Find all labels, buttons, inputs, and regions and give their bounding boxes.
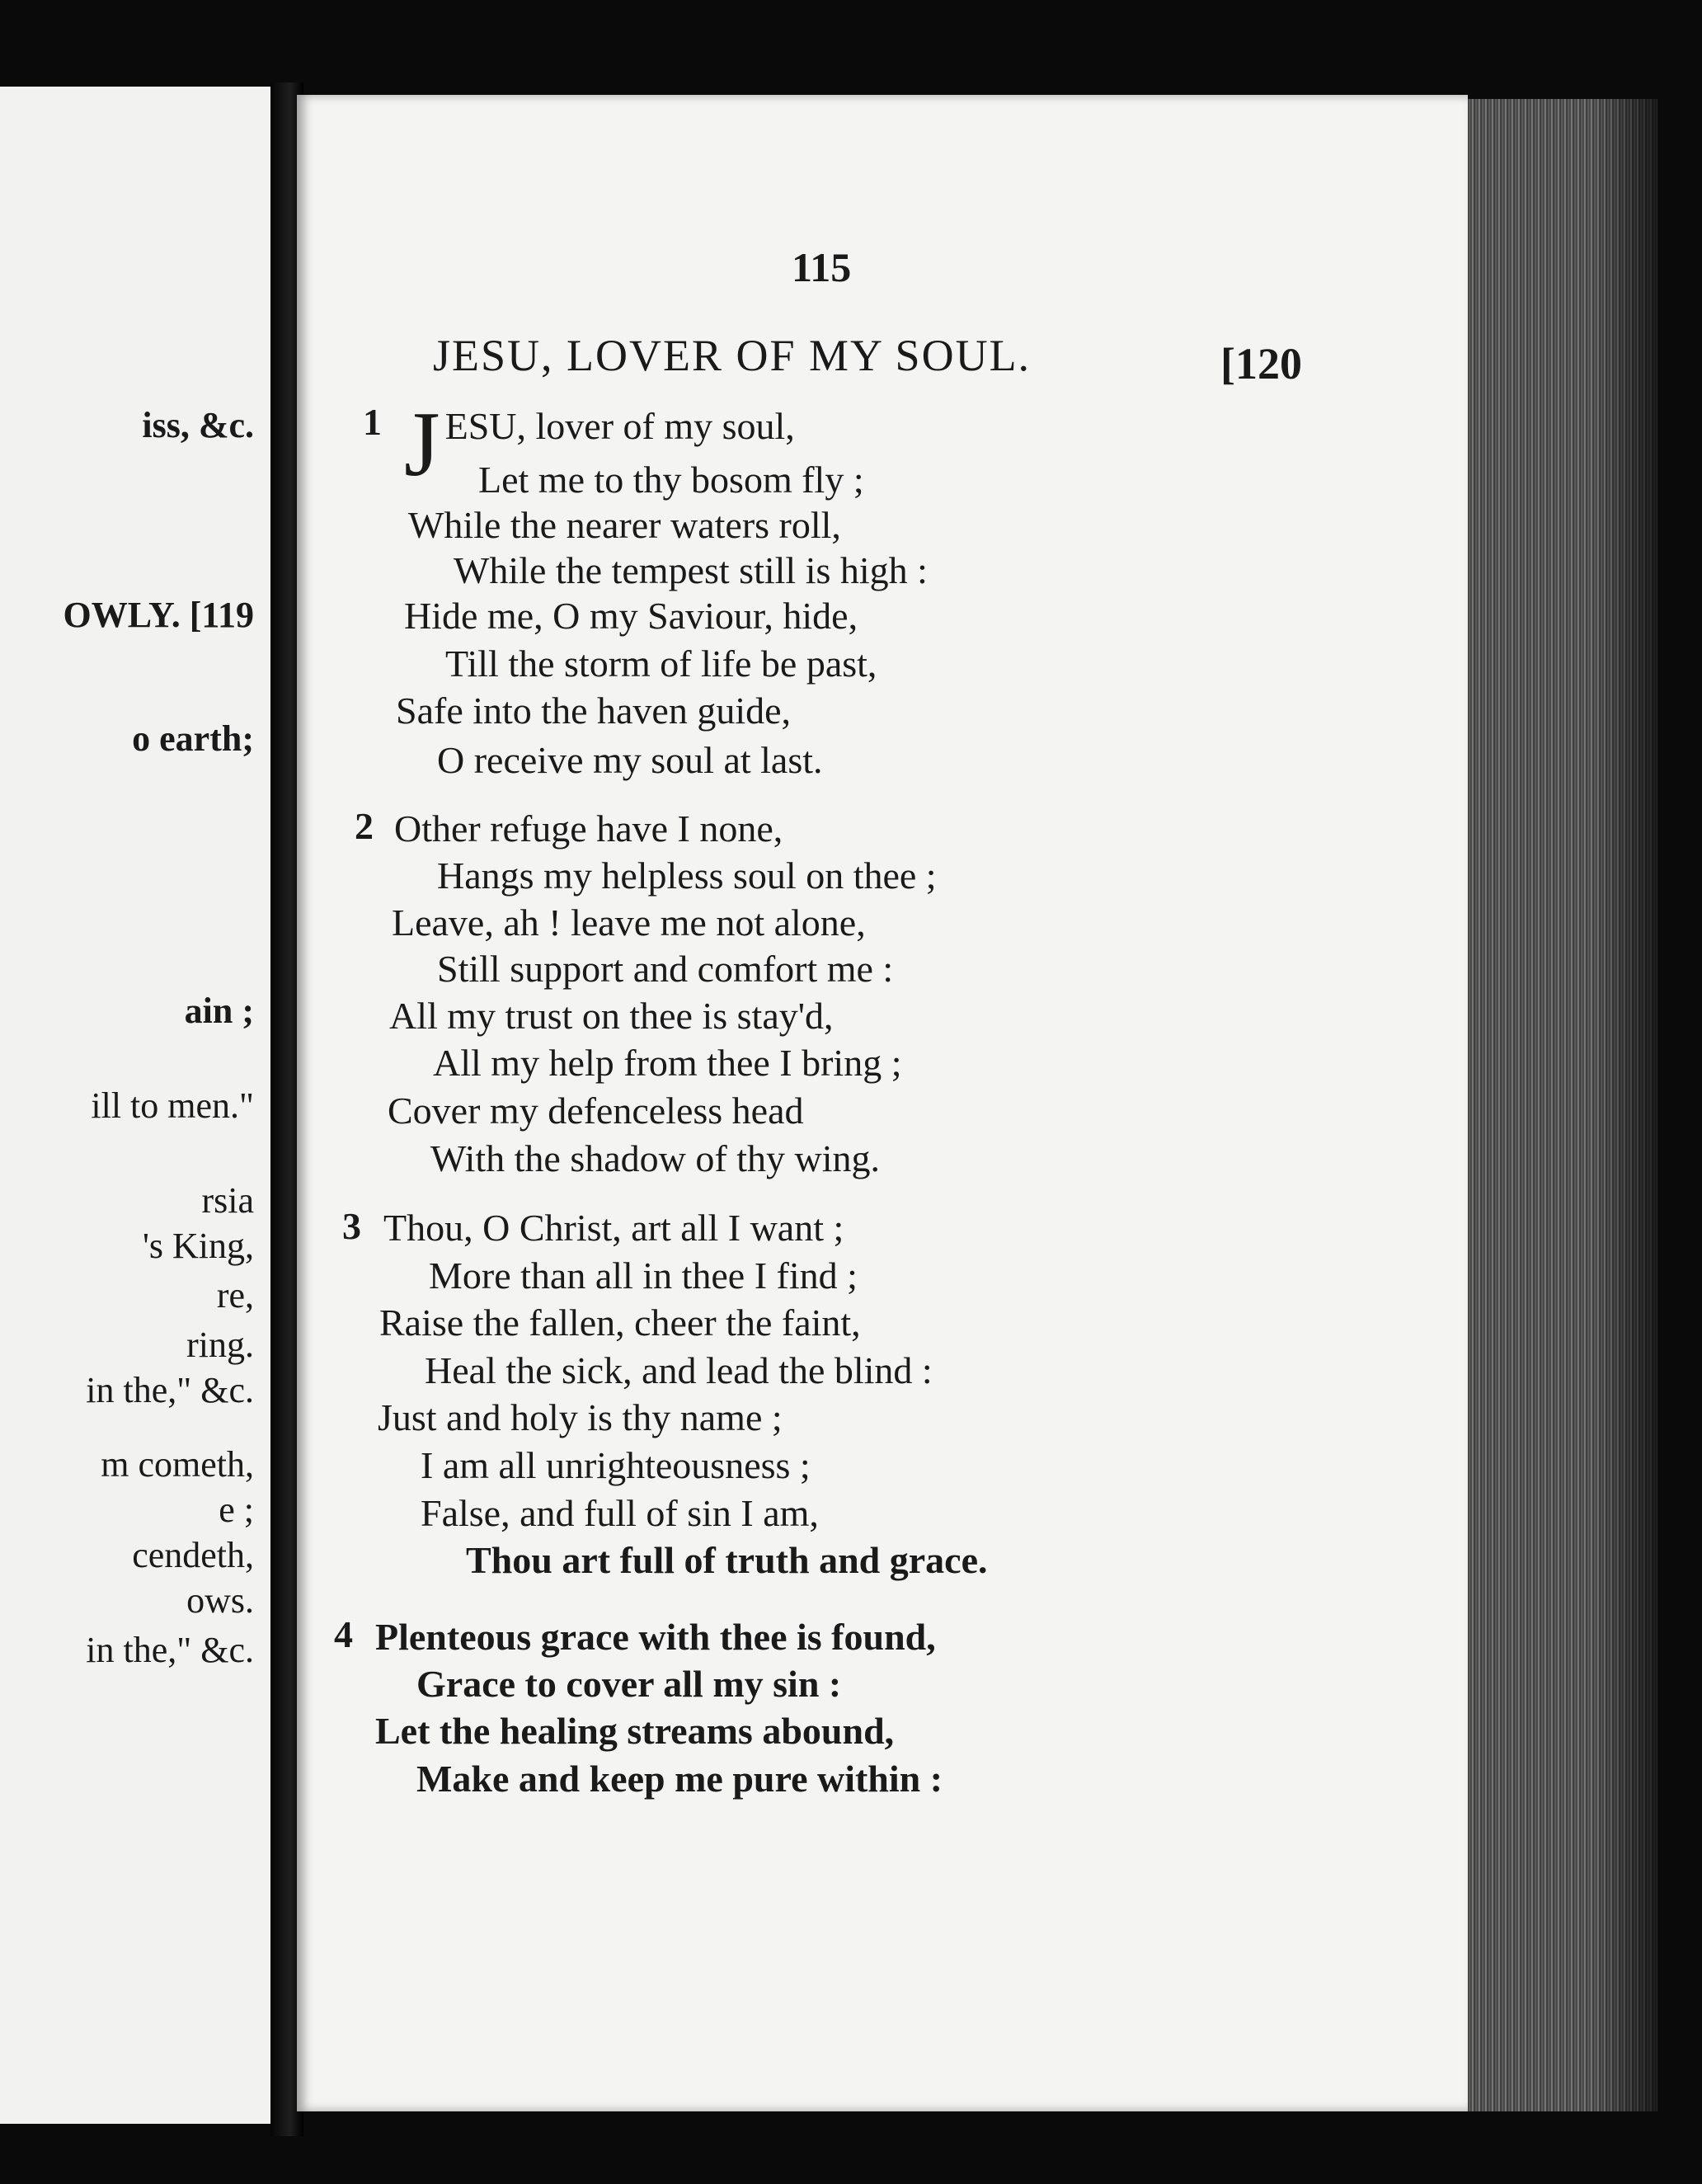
left-page-fragment: ill to men." <box>91 1085 254 1126</box>
left-page-fragment: ring. <box>186 1325 254 1365</box>
left-page-fragment: e ; <box>219 1490 254 1530</box>
verse-line: Let the healing streams abound, <box>375 1710 895 1752</box>
verse-line: Let me to thy bosom fly ; <box>478 459 864 501</box>
left-page-fragment: iss, &c. <box>142 405 254 445</box>
left-page-fragment: 's King, <box>142 1226 254 1266</box>
verse-line: Till the storm of life be past, <box>445 642 877 685</box>
verse-line: Hangs my helpless soul on thee ; <box>437 854 937 897</box>
verse-number: 2 <box>355 805 374 847</box>
verse-line: Thou, O Christ, art all I want ; <box>383 1207 844 1249</box>
hymn-title: JESU, LOVER OF MY SOUL. <box>433 331 1032 380</box>
left-page-fragment: OWLY. [119 <box>63 595 254 635</box>
verse-line: Safe into the haven guide, <box>396 690 792 732</box>
left-page-fragment: rsia <box>201 1180 254 1221</box>
left-page-fragment: cendeth, <box>132 1535 254 1575</box>
verse-line: Still support and comfort me : <box>437 948 894 990</box>
left-page <box>0 87 285 2124</box>
verse-line: Thou art full of truth and grace. <box>466 1539 988 1581</box>
verse-line: All my trust on thee is stay'd, <box>389 995 834 1037</box>
verse-number: 4 <box>334 1613 353 1655</box>
drop-cap: J <box>404 393 440 496</box>
verse-number: 3 <box>342 1205 361 1247</box>
verse-line: While the tempest still is high : <box>454 549 928 591</box>
verse-line: JESU, lover of my soul, <box>404 393 795 496</box>
verse-number: 1 <box>363 401 382 443</box>
verse-line: All my help from thee I bring ; <box>433 1042 902 1084</box>
left-page-fragment: in the," &c. <box>86 1630 254 1670</box>
verse-line: False, and full of sin I am, <box>421 1492 819 1534</box>
left-page-fragment: o earth; <box>132 718 254 759</box>
verse-line: While the nearer waters roll, <box>408 504 841 546</box>
verse-line: Just and holy is thy name ; <box>378 1396 783 1438</box>
left-page-fragment: re, <box>216 1275 254 1316</box>
verse-line: Raise the fallen, cheer the faint, <box>379 1301 861 1344</box>
page-number: 115 <box>792 244 852 290</box>
left-page-fragment: ows. <box>186 1580 254 1621</box>
verse-line: Cover my defenceless head <box>388 1090 804 1132</box>
verse-line: Leave, ah ! leave me not alone, <box>392 901 866 944</box>
hymn-number: [120 <box>1220 339 1302 388</box>
verse-line: Make and keep me pure within : <box>416 1758 943 1800</box>
left-page-fragment: in the," &c. <box>86 1370 254 1410</box>
verse-line: With the shadow of thy wing. <box>430 1137 880 1179</box>
verse-line: More than all in thee I find ; <box>429 1254 858 1297</box>
verse-line: O receive my soul at last. <box>437 739 823 781</box>
verse-line: Other refuge have I none, <box>394 807 783 850</box>
left-page-fragment: ain ; <box>184 991 254 1031</box>
verse-line: I am all unrighteousness ; <box>421 1444 811 1486</box>
verse-line: Grace to cover all my sin : <box>416 1663 842 1705</box>
verse-line: Heal the sick, and lead the blind : <box>425 1349 933 1391</box>
verse-line: Hide me, O my Saviour, hide, <box>404 595 858 637</box>
verse-line: Plenteous grace with thee is found, <box>375 1616 936 1658</box>
left-page-fragment: m cometh, <box>101 1444 254 1485</box>
